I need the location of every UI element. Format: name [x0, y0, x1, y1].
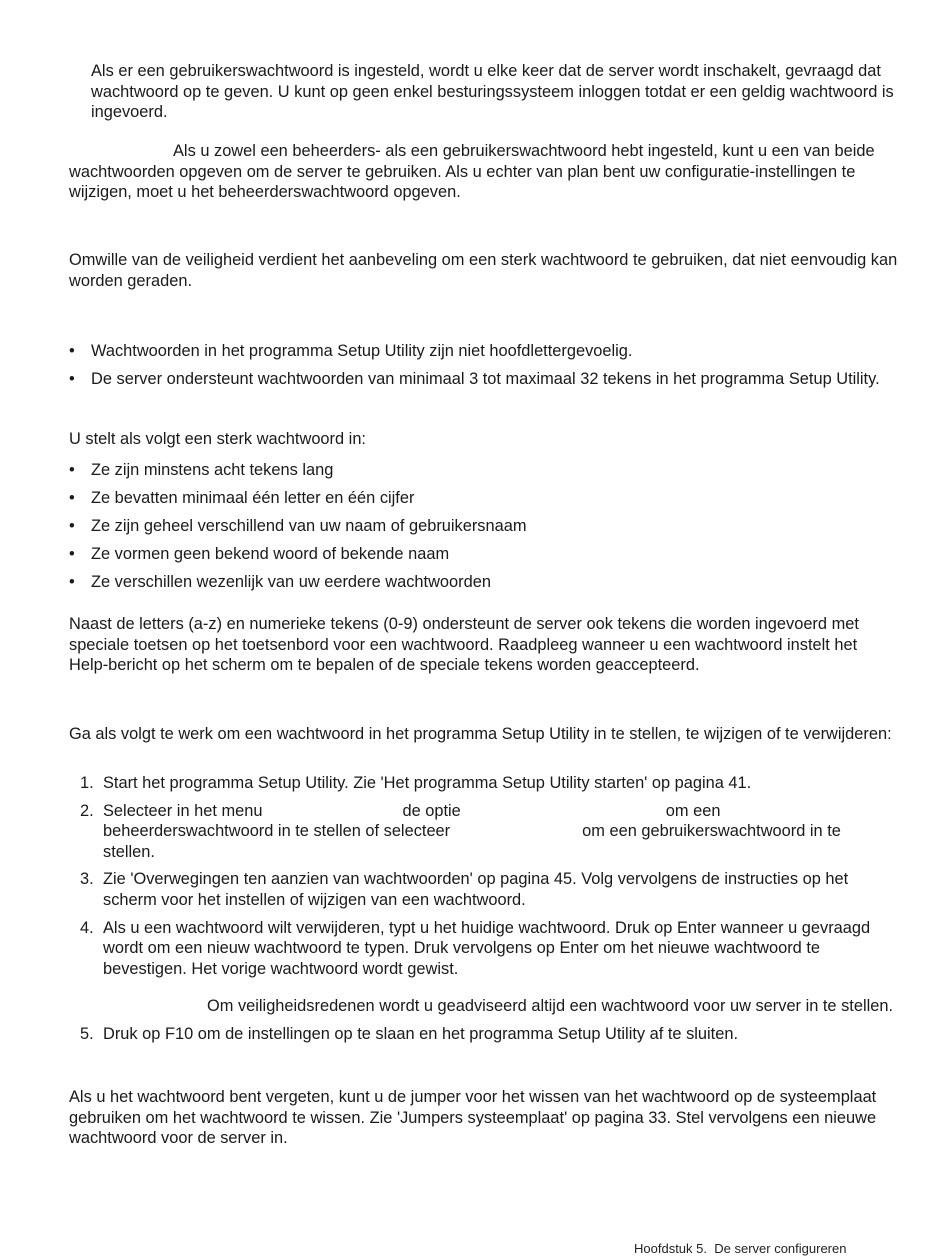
- step-text: om een gebruikerswachtwoord in te stellen.: [103, 822, 841, 861]
- step-item: [69, 869, 894, 910]
- step-text: Start het programma Setup Utility. Zie 'Het programma Setup Utility starten' op pagina 41.: [103, 774, 752, 792]
- step-number: 3.: [80, 870, 94, 889]
- special-characters-paragraph: Naast de letters (a-z) en numerieke tekens (0-9) ondersteunt de server ook tekens die worden ingevoerd met speciale toetsen op het toetsenbord voor een wachtwoord. Raadpleeg wanneer u een wachtwoord instelt het Help-bericht op het scherm om te bepalen of de speciale tekens worden geaccepteerd.: [69, 615, 859, 675]
- procedure-intro-paragraph: Ga als volgt te werk om een wachtwoord in het programma Setup Utility in te stellen, te wijzigen of te verwijderen:: [69, 725, 892, 743]
- bullet-icon: •: [69, 544, 75, 563]
- forgotten-password-paragraph: Als u het wachtwoord bent vergeten, kunt u de jumper voor het wissen van het wachtwoord op de systeemplaat gebruiken om het wachtwoord te wissen. Zie 'Jumpers systeemplaat' op pagina 33. Stel vervolgens een nieuwe wachtwoord voor de server in.: [69, 1088, 877, 1148]
- list-item: [69, 572, 899, 593]
- list-item: [69, 460, 899, 481]
- list-item-text: Ze bevatten minimaal één letter en één cijfer: [91, 488, 415, 507]
- list-item: [69, 369, 899, 390]
- step-text: om een beheerderswachtwoord in te stellen of selecteer: [103, 801, 721, 841]
- footer-title: De server configureren: [714, 1241, 847, 1256]
- list-item-text: Ze verschillen wezenlijk van uw eerdere wachtwoorden: [91, 572, 491, 591]
- bullet-icon: •: [69, 572, 75, 591]
- step-note: [103, 996, 894, 1017]
- bullet-icon: •: [69, 342, 75, 360]
- step-number: 5.: [80, 1024, 94, 1043]
- step-number: 2.: [80, 801, 94, 820]
- step-text: Selecteer in het menu: [103, 801, 263, 820]
- strong-password-intro: U stelt als volgt een sterk wachtwoord in:: [69, 430, 366, 448]
- user-password-paragraph: Als er een gebruikerswachtwoord is ingesteld, wordt u elke keer dat de server wordt inschakelt, gevraagd dat wachtwoord op te geven. U kunt op geen enkel besturingssysteem inloggen totdat er een geldig wachtwoord is ingevoerd.: [91, 62, 894, 122]
- step-item: [69, 773, 894, 794]
- footer-chapter: Hoofdstuk 5.: [634, 1241, 707, 1256]
- list-item-text: Ze vormen geen bekend woord of bekende naam: [91, 544, 450, 563]
- step-text: Druk op F10 om de instellingen op te slaan en het programma Setup Utility af te sluiten.: [103, 1024, 739, 1043]
- list-item: [69, 341, 899, 362]
- step-number: 4.: [80, 918, 94, 937]
- list-item-text: Ze zijn geheel verschillend van uw naam of gebruikersnaam: [91, 516, 527, 535]
- step-text: Zie 'Overwegingen ten aanzien van wachtwoorden' op pagina 45. Volg vervolgens de instructies op het scherm voor het instellen of wijzigen van een wachtwoord.: [103, 870, 849, 909]
- password-rules-list: [69, 341, 899, 389]
- page-footer: [634, 1241, 846, 1257]
- list-item: [69, 488, 899, 509]
- step-text: de optie: [402, 801, 461, 820]
- security-recommendation-paragraph: Omwille van de veiligheid verdient het aanbeveling om een sterk wachtwoord te gebruiken, dat niet eenvoudig kan worden geraden.: [69, 251, 898, 290]
- bullet-icon: •: [69, 516, 75, 535]
- list-item-text: Ze zijn minstens acht tekens lang: [91, 461, 334, 479]
- bullet-icon: •: [69, 488, 75, 507]
- both-passwords-paragraph: [69, 141, 899, 203]
- list-item: [69, 516, 899, 537]
- step-note-text: Om veiligheidsredenen wordt u geadviseerd altijd een wachtwoord voor uw server in te stellen.: [207, 997, 894, 1016]
- bullet-icon: •: [69, 461, 75, 479]
- step-number: 1.: [80, 774, 94, 792]
- list-item: [69, 544, 899, 565]
- strong-password-list: [69, 460, 899, 592]
- step-item: [69, 801, 894, 863]
- step-item: [69, 1024, 894, 1045]
- both-passwords-text: Als u zowel een beheerders- als een gebruikerswachtwoord hebt ingesteld, kunt u een van beide wachtwoorden opgeven om de server te gebruiken. Als u echter van plan bent uw configuratie-instellingen te wijzigen, moet u het beheerderswachtwoord opgeven.: [69, 142, 875, 202]
- procedure-steps: [69, 773, 894, 1045]
- step-item: [69, 918, 894, 1017]
- list-item-text: Wachtwoorden in het programma Setup Utility zijn niet hoofdlettergevoelig.: [91, 342, 633, 360]
- step-text: Als u een wachtwoord wilt verwijderen, typt u het huidige wachtwoord. Druk op Enter wanneer u gevraagd wordt om een nieuw wachtwoord te typen. Druk vervolgens op Enter om het nieuwe wachtwoord te bevestigen. Het vorige wachtwoord wordt gewist.: [103, 918, 871, 978]
- list-item-text: De server ondersteunt wachtwoorden van minimaal 3 tot maximaal 32 tekens in het programma Setup Utility.: [91, 369, 880, 388]
- bullet-icon: •: [69, 369, 75, 388]
